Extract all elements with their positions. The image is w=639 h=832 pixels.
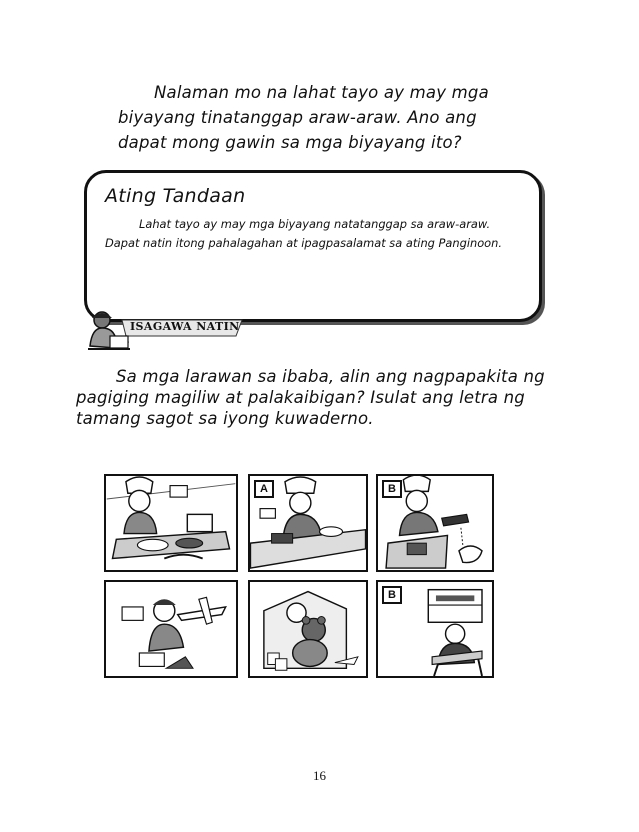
picture-panel-2 (248, 474, 368, 572)
question-text: Sa mga larawan sa ibaba, alin ang nagpapakita ng pagiging magiliw at palakaibigan? Isulat ang letra ng tamang sagot sa iyong kuwaderno. (76, 367, 545, 428)
picture-panel-6 (376, 580, 494, 678)
picture-panel-1 (104, 474, 238, 572)
picture-label-badge: B (382, 586, 402, 604)
intro-paragraph (118, 80, 518, 155)
remember-box-title: Ating Tandaan (105, 185, 246, 207)
remember-box-body (105, 215, 525, 253)
picture-panel-4 (104, 580, 238, 678)
remember-box (84, 170, 542, 322)
boy-with-teddy-bear-illustration (250, 582, 366, 676)
section-label: ISAGAWA NATIN (130, 320, 240, 333)
picture-panel-3 (376, 474, 494, 572)
question-paragraph (76, 366, 546, 429)
intro-text: Nalaman mo na lahat tayo ay may mga biyayang tinatanggap araw-araw. Ano ang dapat mong gawin sa mga biyayang ito? (118, 83, 489, 152)
boy-eating-illustration (106, 476, 236, 570)
picture-label-badge: A (254, 480, 274, 498)
page-number: 16 (313, 768, 326, 783)
remember-box-text: Lahat tayo ay may mga biyayang natatanggap sa araw-araw. Dapat natin itong pahalagahan at ipagpasalamat sa ating Panginoon. (105, 217, 502, 250)
boy-with-airplane-illustration (106, 582, 236, 676)
picture-panel-5 (248, 580, 368, 678)
picture-label-badge: B (382, 480, 402, 498)
